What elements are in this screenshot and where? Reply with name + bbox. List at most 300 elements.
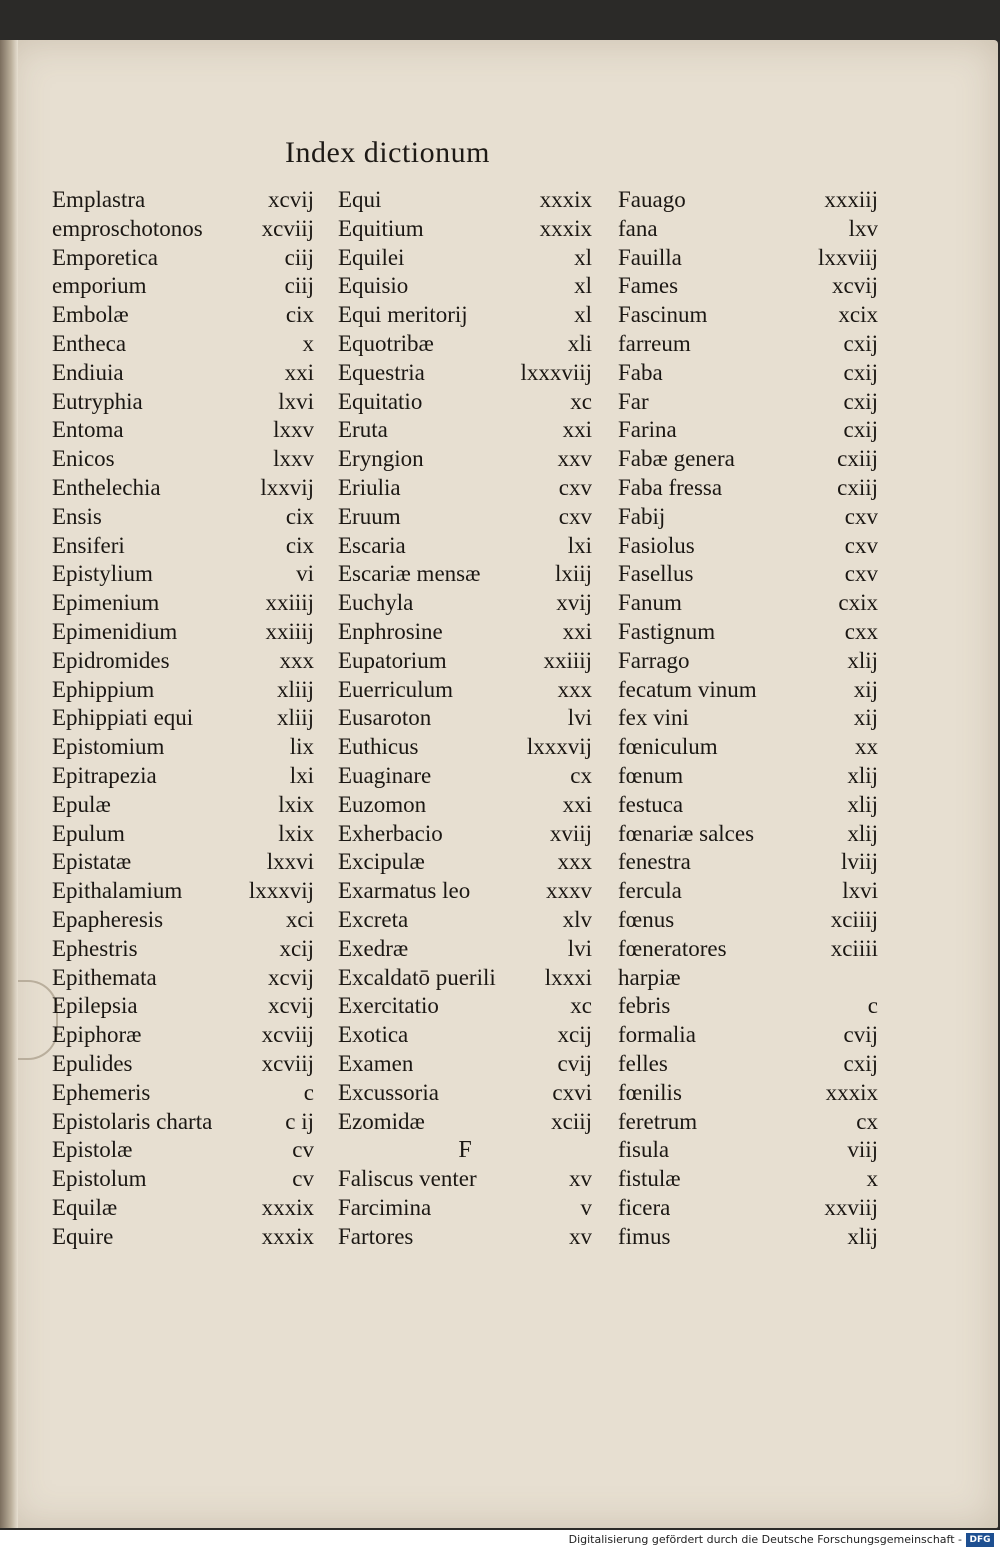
entry-folio-ref: lxxv	[273, 417, 314, 443]
entry-folio-ref: lxix	[278, 791, 314, 817]
entry-folio-ref: cxiij	[837, 474, 878, 500]
entry-word: Exarmatus leo	[338, 878, 471, 904]
entry-word: fenestra	[618, 849, 691, 875]
entry-word: Ezomidæ	[338, 1108, 425, 1134]
index-entry	[338, 704, 592, 733]
entry-folio-ref: xcviij	[261, 1050, 314, 1076]
index-entry	[338, 330, 592, 359]
entry-folio-ref: xcvij	[268, 993, 314, 1019]
index-entry	[618, 532, 878, 561]
entry-word: Eruta	[338, 417, 388, 443]
entry-folio-ref: cxiij	[837, 446, 878, 472]
entry-word: emporium	[52, 273, 147, 299]
index-entry	[338, 301, 592, 330]
entry-folio-ref: xl	[574, 244, 592, 270]
entry-word: Farina	[618, 417, 677, 443]
entry-word: Equitium	[338, 215, 424, 241]
entry-folio-ref: xcviij	[261, 215, 314, 241]
index-entry	[52, 791, 314, 820]
index-entry	[52, 1194, 314, 1223]
entry-folio-ref: xij	[853, 676, 878, 702]
entry-folio-ref: lxi	[567, 532, 592, 558]
index-entry	[618, 935, 878, 964]
entry-word: fœniculum	[618, 734, 718, 760]
entry-word: Epilepsia	[52, 993, 138, 1019]
entry-word: Farrago	[618, 647, 690, 673]
entry-folio-ref: lxxxvij	[526, 734, 592, 760]
index-entry	[618, 791, 878, 820]
entry-word: Escariæ mensæ	[338, 561, 481, 587]
entry-folio-ref: xcij	[557, 1022, 592, 1048]
entry-folio-ref: xci	[285, 906, 314, 932]
entry-word: Equitatio	[338, 388, 423, 414]
entry-word: Faba	[618, 359, 663, 385]
entry-word: Enicos	[52, 446, 115, 472]
index-entry	[618, 359, 878, 388]
entry-word: Fauago	[618, 187, 686, 212]
entry-folio-ref: cxij	[843, 388, 878, 414]
entry-folio-ref: xxx	[279, 647, 314, 673]
entry-folio-ref: lxiij	[554, 561, 592, 587]
entry-word: Fames	[618, 273, 679, 299]
entry-word: fœnum	[618, 762, 684, 788]
entry-word: Epistolum	[52, 1166, 147, 1192]
index-entry	[338, 762, 592, 791]
index-entry	[52, 877, 314, 906]
index-entry	[52, 1223, 314, 1252]
entry-word: fex vini	[618, 705, 689, 731]
entry-folio-ref: cxij	[843, 417, 878, 443]
entry-word: Epithalamium	[52, 878, 183, 904]
entry-word: Fauilla	[618, 244, 682, 270]
entry-folio-ref: xxx	[557, 849, 592, 875]
index-entry	[338, 791, 592, 820]
entry-word: fœnariæ salces	[618, 820, 755, 846]
entry-word: Epidromides	[52, 647, 170, 673]
index-entry	[618, 388, 878, 417]
entry-word: fecatum vinum	[618, 676, 757, 702]
entry-folio-ref: xcviij	[261, 1022, 314, 1048]
index-entry	[618, 1108, 878, 1137]
index-entry	[338, 388, 592, 417]
index-entry	[618, 1021, 878, 1050]
index-entry	[52, 186, 314, 215]
entry-folio-ref: lxxv	[273, 446, 314, 472]
entry-folio-ref: xcix	[838, 302, 878, 328]
entry-folio-ref: lxxvi	[266, 849, 314, 875]
entry-folio-ref: xxxix	[539, 215, 592, 241]
entry-word: Equi	[338, 187, 382, 212]
index-entry	[338, 906, 592, 935]
entry-word: Excipulæ	[338, 849, 425, 875]
entry-folio-ref: cxij	[843, 359, 878, 385]
index-entry	[52, 964, 314, 993]
entry-folio-ref: xxiiij	[543, 647, 592, 673]
entry-folio-ref: cxix	[838, 590, 878, 616]
index-entry	[618, 560, 878, 589]
entry-word: Epapheresis	[52, 906, 164, 932]
entry-word: Emplastra	[52, 187, 146, 212]
index-entry	[52, 416, 314, 445]
index-entry	[52, 704, 314, 733]
index-entry	[52, 992, 314, 1021]
entry-word: Eryngion	[338, 446, 424, 472]
index-entry	[338, 647, 592, 676]
entry-word: Examen	[338, 1050, 414, 1076]
index-entry	[338, 935, 592, 964]
entry-word: Eutryphia	[52, 388, 143, 414]
entry-folio-ref: xcij	[279, 935, 314, 961]
entry-folio-ref: xviij	[549, 820, 592, 846]
entry-folio-ref: cxv	[558, 474, 592, 500]
entry-word: Eriulia	[338, 474, 401, 500]
index-entry	[338, 215, 592, 244]
entry-word: Equire	[52, 1223, 114, 1249]
index-entry	[338, 532, 592, 561]
index-entry	[618, 272, 878, 301]
entry-folio-ref: xliij	[276, 705, 314, 731]
entry-folio-ref: lxv	[848, 215, 878, 241]
entry-folio-ref: xxxix	[261, 1223, 314, 1249]
entry-folio-ref: cix	[285, 532, 314, 558]
entry-folio-ref: xxi	[284, 359, 314, 385]
entry-word: Endiuia	[52, 359, 124, 385]
entry-folio-ref: cxv	[844, 503, 878, 529]
entry-word: farreum	[618, 330, 691, 356]
entry-folio-ref: lvi	[567, 705, 592, 731]
index-entry	[338, 848, 592, 877]
index-entry	[618, 618, 878, 647]
index-entry	[52, 906, 314, 935]
entry-folio-ref: xv	[569, 1223, 592, 1249]
entry-word: fœnilis	[618, 1079, 682, 1105]
entry-word: Euaginare	[338, 762, 432, 788]
entry-folio-ref: v	[580, 1194, 592, 1220]
entry-word: Embolæ	[52, 302, 129, 328]
index-entry	[338, 1223, 592, 1252]
entry-folio-ref: xxx	[557, 676, 592, 702]
index-entry	[618, 330, 878, 359]
index-entry	[52, 272, 314, 301]
index-entry	[618, 704, 878, 733]
index-entry	[52, 762, 314, 791]
entry-folio-ref: lxvi	[842, 878, 878, 904]
entry-word: Eupatorium	[338, 647, 447, 673]
entry-word: emproschotonos	[52, 215, 203, 241]
entry-word: Emporetica	[52, 244, 159, 270]
index-entry	[618, 676, 878, 705]
entry-word: Exotica	[338, 1022, 409, 1048]
index-entry	[338, 272, 592, 301]
index-entry	[52, 215, 314, 244]
entry-word: fisula	[618, 1137, 670, 1163]
index-entry	[338, 416, 592, 445]
index-entry	[618, 906, 878, 935]
entry-folio-ref: xxxix	[261, 1194, 314, 1220]
index-entry	[52, 388, 314, 417]
entry-folio-ref: xxi	[562, 417, 592, 443]
entry-folio-ref: cvij	[843, 1022, 878, 1048]
entry-word: feretrum	[618, 1108, 698, 1134]
entry-folio-ref: lxix	[278, 820, 314, 846]
entry-word: formalia	[618, 1022, 696, 1048]
index-entry	[52, 1165, 314, 1194]
entry-word: Excreta	[338, 906, 409, 932]
entry-folio-ref: xxv	[557, 446, 592, 472]
entry-word: Equisio	[338, 273, 409, 299]
entry-folio-ref: xliij	[276, 676, 314, 702]
entry-word: fimus	[618, 1223, 671, 1249]
index-entry	[338, 1108, 592, 1137]
index-entry	[52, 330, 314, 359]
index-entry	[618, 1050, 878, 1079]
entry-folio-ref: x	[866, 1166, 878, 1192]
entry-folio-ref: cix	[285, 503, 314, 529]
page-title: Index dictionum	[285, 136, 490, 169]
entry-word: Enphrosine	[338, 618, 443, 644]
entry-folio-ref: xcvij	[268, 964, 314, 990]
entry-folio-ref: xxi	[562, 791, 592, 817]
entry-folio-ref: cvij	[557, 1050, 592, 1076]
entry-folio-ref: lxxvij	[260, 474, 314, 500]
entry-folio-ref: cxv	[844, 561, 878, 587]
entry-folio-ref: lvi	[567, 935, 592, 961]
index-entry	[338, 503, 592, 532]
entry-word: Euerriculum	[338, 676, 453, 702]
index-column-3	[618, 186, 878, 1251]
entry-word: febris	[618, 993, 671, 1019]
index-entry	[338, 244, 592, 273]
entry-word: Epimenidium	[52, 618, 178, 644]
entry-word: ficera	[618, 1194, 671, 1220]
entry-word: Ensis	[52, 503, 102, 529]
index-entry	[338, 1021, 592, 1050]
index-entry	[618, 445, 878, 474]
entry-word: Euchyla	[338, 590, 414, 616]
index-entry	[618, 215, 878, 244]
entry-folio-ref: xxxv	[546, 878, 592, 904]
entry-word: Ephippiati equi	[52, 705, 194, 731]
entry-word: fœneratores	[618, 935, 727, 961]
entry-word: Epistolaris charta	[52, 1108, 213, 1134]
entry-folio-ref: lxxxviij	[520, 359, 592, 385]
index-entry	[52, 589, 314, 618]
index-entry	[338, 589, 592, 618]
entry-folio-ref: xl	[574, 273, 592, 299]
index-entry	[618, 992, 878, 1021]
entry-folio-ref: xcvij	[832, 273, 878, 299]
entry-word: Eusaroton	[338, 705, 432, 731]
index-entry	[52, 503, 314, 532]
entry-folio-ref: cxvi	[552, 1079, 592, 1105]
index-entry	[52, 301, 314, 330]
entry-word: Equilæ	[52, 1194, 118, 1220]
entry-folio-ref: cxx	[844, 618, 878, 644]
entry-folio-ref: xx	[855, 734, 878, 760]
entry-word: Fabij	[618, 503, 666, 529]
index-entry	[618, 647, 878, 676]
entry-word: Far	[618, 388, 649, 414]
index-entry	[618, 877, 878, 906]
index-entry	[338, 676, 592, 705]
entry-folio-ref: xc	[570, 388, 592, 414]
entry-word: Farcimina	[338, 1194, 432, 1220]
entry-word: Epiphoræ	[52, 1022, 142, 1048]
index-entry	[618, 1194, 878, 1223]
entry-word: fœnus	[618, 906, 675, 932]
entry-word: Excaldatō puerili	[338, 964, 496, 990]
index-entry	[618, 964, 878, 993]
index-entry	[618, 1223, 878, 1252]
entry-word: Epitrapezia	[52, 762, 157, 788]
entry-folio-ref: xij	[853, 705, 878, 731]
index-entry	[618, 244, 878, 273]
index-entry	[52, 1108, 314, 1137]
index-entry	[52, 244, 314, 273]
entry-folio-ref: cx	[570, 762, 592, 788]
entry-folio-ref: cxij	[843, 330, 878, 356]
entry-folio-ref: ciij	[284, 273, 314, 299]
entry-word: Epistolæ	[52, 1137, 133, 1163]
index-entry	[52, 532, 314, 561]
index-entry	[618, 1079, 878, 1108]
index-entry	[52, 1079, 314, 1108]
entry-word: Ensiferi	[52, 532, 125, 558]
page-binding-edge	[0, 40, 18, 1528]
entry-folio-ref: xxxiij	[824, 187, 878, 212]
entry-word: Epistatæ	[52, 849, 132, 875]
index-entry	[52, 820, 314, 849]
index-entry	[618, 416, 878, 445]
entry-folio-ref: xc	[570, 993, 592, 1019]
index-entry	[618, 1136, 878, 1165]
entry-folio-ref: lxi	[289, 762, 314, 788]
index-entry	[338, 733, 592, 762]
entry-folio-ref: xciij	[551, 1108, 592, 1134]
entry-word: Fasiolus	[618, 532, 695, 558]
entry-word: Ephemeris	[52, 1079, 151, 1105]
entry-word: Epithemata	[52, 964, 157, 990]
entry-folio-ref: xlij	[847, 791, 878, 817]
entry-word: Exedræ	[338, 935, 409, 961]
index-entry	[338, 1079, 592, 1108]
entry-word: Equestria	[338, 359, 425, 385]
entry-word: Fabæ genera	[618, 446, 735, 472]
entry-folio-ref: cxij	[843, 1050, 878, 1076]
entry-folio-ref: cxv	[558, 503, 592, 529]
entry-folio-ref: xv	[569, 1166, 592, 1192]
entry-word: Escaria	[338, 532, 406, 558]
entry-folio-ref: xl	[574, 302, 592, 328]
entry-word: Epimenium	[52, 590, 160, 616]
entry-folio-ref: xlv	[562, 906, 592, 932]
entry-folio-ref: xli	[567, 330, 592, 356]
entry-folio-ref: lxxxi	[544, 964, 592, 990]
index-entry	[338, 618, 592, 647]
entry-folio-ref: lxxviij	[817, 244, 878, 270]
entry-folio-ref: xciiii	[830, 935, 878, 961]
entry-word: Epulum	[52, 820, 125, 846]
entry-folio-ref: xxiiij	[265, 618, 314, 644]
index-entry	[52, 359, 314, 388]
index-entry	[338, 964, 592, 993]
index-entry	[618, 733, 878, 762]
index-entry	[618, 474, 878, 503]
entry-word: Equotribæ	[338, 330, 434, 356]
index-entry	[52, 618, 314, 647]
entry-word: Epistylium	[52, 561, 153, 587]
index-entry	[52, 848, 314, 877]
entry-folio-ref: cv	[292, 1137, 314, 1163]
index-entry	[618, 503, 878, 532]
entry-word: Equilei	[338, 244, 405, 270]
entry-folio-ref: vi	[296, 561, 314, 587]
index-entry	[52, 474, 314, 503]
index-column-1	[52, 186, 314, 1251]
index-entry	[618, 762, 878, 791]
entry-folio-ref: cix	[285, 302, 314, 328]
entry-word: Enthelechia	[52, 474, 161, 500]
entry-word: Fasellus	[618, 561, 694, 587]
index-entry	[338, 1050, 592, 1079]
index-entry	[52, 1136, 314, 1165]
entry-word: Epistomium	[52, 734, 165, 760]
index-entry	[618, 589, 878, 618]
entry-word: Ephestris	[52, 935, 138, 961]
index-entry	[338, 560, 592, 589]
entry-folio-ref: xxxix	[539, 187, 592, 212]
entry-word: Exercitatio	[338, 993, 439, 1019]
entry-folio-ref: xxiiij	[265, 590, 314, 616]
index-entry	[338, 877, 592, 906]
entry-folio-ref: xlij	[847, 820, 878, 846]
index-entry	[52, 676, 314, 705]
entry-folio-ref: viij	[847, 1137, 878, 1163]
entry-word: Faba fressa	[618, 474, 723, 500]
entry-word: harpiæ	[618, 964, 681, 990]
entry-folio-ref: c	[303, 1079, 314, 1105]
index-entry	[338, 1165, 592, 1194]
index-entry	[618, 301, 878, 330]
entry-folio-ref: ciij	[284, 244, 314, 270]
entry-word: Fartores	[338, 1223, 414, 1249]
index-entry	[618, 186, 878, 215]
entry-word: Equi meritorij	[338, 302, 468, 328]
index-entry	[52, 1050, 314, 1079]
entry-folio-ref: xlij	[847, 1223, 878, 1249]
entry-folio-ref: xlij	[847, 647, 878, 673]
entry-folio-ref: xlij	[847, 762, 878, 788]
entry-word: Entoma	[52, 417, 124, 443]
entry-folio-ref: xvij	[556, 590, 592, 616]
index-entry	[52, 733, 314, 762]
entry-folio-ref: xciiij	[830, 906, 878, 932]
entry-folio-ref: cv	[292, 1166, 314, 1192]
entry-word: Eruum	[338, 503, 401, 529]
dfg-logo: DFG	[966, 1533, 994, 1547]
entry-word: Fascinum	[618, 302, 708, 328]
entry-word: Euthicus	[338, 734, 419, 760]
entry-word: Euzomon	[338, 791, 427, 817]
entry-folio-ref: c ij	[285, 1108, 314, 1134]
entry-word: Epulides	[52, 1050, 133, 1076]
entry-word: Epulæ	[52, 791, 111, 817]
entry-word: festuca	[618, 791, 684, 817]
index-column-2	[338, 186, 592, 1251]
entry-folio-ref: lxxxvij	[248, 878, 314, 904]
entry-folio-ref: c	[867, 993, 878, 1019]
entry-word: Entheca	[52, 330, 127, 356]
